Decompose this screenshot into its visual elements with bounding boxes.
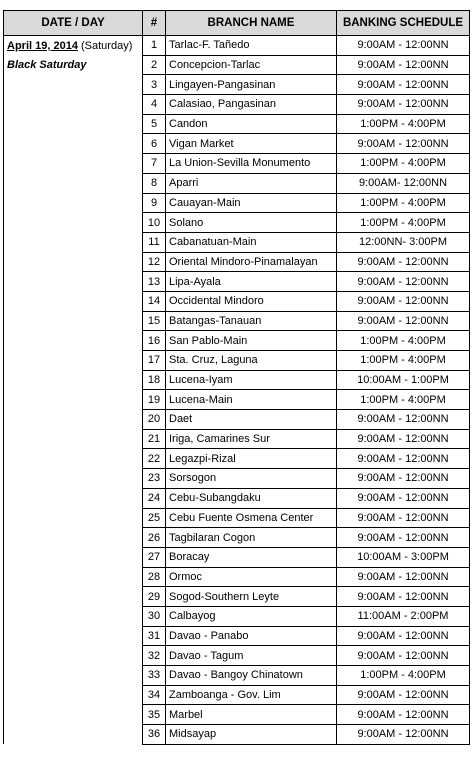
table-body xyxy=(4,36,470,745)
banking-schedule: 9:00AM - 12:00NN xyxy=(337,488,470,508)
row-number: 31 xyxy=(143,626,166,646)
banking-schedule: 1:00PM - 4:00PM xyxy=(337,213,470,233)
banking-schedule: 9:00AM - 12:00NN xyxy=(337,567,470,587)
branch-name: Sta. Cruz, Laguna xyxy=(166,351,337,371)
banking-schedule: 11:00AM - 2:00PM xyxy=(337,606,470,626)
header-number: # xyxy=(143,11,166,36)
branch-name: Aparri xyxy=(166,173,337,193)
branch-name: Lingayen-Pangasinan xyxy=(166,75,337,95)
row-number: 13 xyxy=(143,272,166,292)
banking-schedule: 12:00NN- 3:00PM xyxy=(337,232,470,252)
branch-name: Oriental Mindoro-Pinamalayan xyxy=(166,252,337,272)
schedule-sheet xyxy=(3,10,469,745)
row-number: 25 xyxy=(143,508,166,528)
branch-name: Cebu Fuente Osmena Center xyxy=(166,508,337,528)
row-number: 34 xyxy=(143,685,166,705)
row-number: 17 xyxy=(143,351,166,371)
row-number: 2 xyxy=(143,55,166,75)
banking-schedule: 10:00AM - 3:00PM xyxy=(337,547,470,567)
branch-name: Davao - Tagum xyxy=(166,646,337,666)
row-number: 10 xyxy=(143,213,166,233)
banking-schedule: 9:00AM - 12:00NN xyxy=(337,291,470,311)
branch-name: San Pablo-Main xyxy=(166,331,337,351)
branch-name: Legazpi-Rizal xyxy=(166,449,337,469)
row-number: 35 xyxy=(143,705,166,725)
row-number: 11 xyxy=(143,232,166,252)
banking-schedule: 1:00PM - 4:00PM xyxy=(337,331,470,351)
banking-schedule: 9:00AM - 12:00NN xyxy=(337,95,470,115)
row-number: 30 xyxy=(143,606,166,626)
branch-name: Davao - Bangoy Chinatown xyxy=(166,666,337,686)
header-row xyxy=(4,11,470,36)
branch-name: Occidental Mindoro xyxy=(166,291,337,311)
row-number: 32 xyxy=(143,646,166,666)
schedule-weekday: (Saturday) xyxy=(81,40,133,52)
banking-schedule: 9:00AM - 12:00NN xyxy=(337,252,470,272)
row-number: 3 xyxy=(143,75,166,95)
branch-name: Tagbilaran Cogon xyxy=(166,528,337,548)
banking-schedule: 1:00PM - 4:00PM xyxy=(337,154,470,174)
banking-schedule: 9:00AM - 12:00NN xyxy=(337,36,470,56)
row-number: 9 xyxy=(143,193,166,213)
branch-name: Zamboanga - Gov. Lim xyxy=(166,685,337,705)
banking-schedule: 9:00AM - 12:00NN xyxy=(337,705,470,725)
branch-name: La Union-Sevilla Monumento xyxy=(166,154,337,174)
table-header xyxy=(4,11,470,36)
banking-schedule: 9:00AM - 12:00NN xyxy=(337,410,470,430)
banking-schedule: 1:00PM - 4:00PM xyxy=(337,114,470,134)
holiday-name: Black Saturday xyxy=(7,59,87,71)
banking-schedule: 9:00AM - 12:00NN xyxy=(337,429,470,449)
banking-schedule: 9:00AM - 12:00NN xyxy=(337,272,470,292)
date-day-cell xyxy=(4,36,143,745)
branch-name: Tarlac-F. Tañedo xyxy=(166,36,337,56)
row-number: 26 xyxy=(143,528,166,548)
branch-name: Candon xyxy=(166,114,337,134)
branch-name: Calasiao, Pangasinan xyxy=(166,95,337,115)
branch-name: Calbayog xyxy=(166,606,337,626)
row-number: 6 xyxy=(143,134,166,154)
banking-schedule: 9:00AM - 12:00NN xyxy=(337,469,470,489)
row-number: 27 xyxy=(143,547,166,567)
branch-name: Batangas-Tanauan xyxy=(166,311,337,331)
header-date-day: DATE / DAY xyxy=(4,11,143,36)
row-number: 29 xyxy=(143,587,166,607)
row-number: 1 xyxy=(143,36,166,56)
row-number: 18 xyxy=(143,370,166,390)
banking-schedule: 1:00PM - 4:00PM xyxy=(337,351,470,371)
row-number: 7 xyxy=(143,154,166,174)
row-number: 5 xyxy=(143,114,166,134)
branch-name: Midsayap xyxy=(166,725,337,745)
branch-name: Cebu-Subangdaku xyxy=(166,488,337,508)
row-number: 15 xyxy=(143,311,166,331)
banking-schedule: 9:00AM - 12:00NN xyxy=(337,685,470,705)
branch-name: Sogod-Southern Leyte xyxy=(166,587,337,607)
banking-schedule: 9:00AM - 12:00NN xyxy=(337,528,470,548)
branch-name: Daet xyxy=(166,410,337,430)
row-number: 21 xyxy=(143,429,166,449)
row-number: 22 xyxy=(143,449,166,469)
banking-schedule: 9:00AM - 12:00NN xyxy=(337,646,470,666)
row-number: 23 xyxy=(143,469,166,489)
banking-schedule: 1:00PM - 4:00PM xyxy=(337,390,470,410)
branch-name: Lucena-Main xyxy=(166,390,337,410)
banking-schedule: 10:00AM - 1:00PM xyxy=(337,370,470,390)
branch-name: Marbel xyxy=(166,705,337,725)
banking-schedule: 9:00AM - 12:00NN xyxy=(337,508,470,528)
branch-name: Iriga, Camarines Sur xyxy=(166,429,337,449)
branch-name: Ormoc xyxy=(166,567,337,587)
row-number: 33 xyxy=(143,666,166,686)
banking-schedule: 9:00AM - 12:00NN xyxy=(337,587,470,607)
branch-name: Lipa-Ayala xyxy=(166,272,337,292)
branch-name: Boracay xyxy=(166,547,337,567)
branch-name: Cauayan-Main xyxy=(166,193,337,213)
row-number: 14 xyxy=(143,291,166,311)
branch-name: Lucena-Iyam xyxy=(166,370,337,390)
header-banking-schedule: BANKING SCHEDULE xyxy=(337,11,470,36)
row-number: 16 xyxy=(143,331,166,351)
row-number: 20 xyxy=(143,410,166,430)
branch-name: Solano xyxy=(166,213,337,233)
branch-name: Concepcion-Tarlac xyxy=(166,55,337,75)
row-number: 24 xyxy=(143,488,166,508)
branch-name: Vigan Market xyxy=(166,134,337,154)
branch-name: Cabanatuan-Main xyxy=(166,232,337,252)
schedule-date: April 19, 2014 xyxy=(7,40,78,52)
branch-name: Davao - Panabo xyxy=(166,626,337,646)
banking-schedule: 9:00AM - 12:00NN xyxy=(337,725,470,745)
banking-schedule: 9:00AM - 12:00NN xyxy=(337,311,470,331)
row-number: 8 xyxy=(143,173,166,193)
row-number: 12 xyxy=(143,252,166,272)
row-number: 19 xyxy=(143,390,166,410)
row-number: 36 xyxy=(143,725,166,745)
banking-schedule: 9:00AM- 12:00NN xyxy=(337,173,470,193)
banking-schedule: 9:00AM - 12:00NN xyxy=(337,626,470,646)
row-number: 4 xyxy=(143,95,166,115)
banking-schedule: 9:00AM - 12:00NN xyxy=(337,75,470,95)
banking-schedule: 9:00AM - 12:00NN xyxy=(337,55,470,75)
table-row xyxy=(4,36,470,56)
header-branch-name: BRANCH NAME xyxy=(166,11,337,36)
row-number: 28 xyxy=(143,567,166,587)
banking-schedule: 1:00PM - 4:00PM xyxy=(337,666,470,686)
banking-schedule-table xyxy=(3,10,470,745)
banking-schedule: 9:00AM - 12:00NN xyxy=(337,449,470,469)
branch-name: Sorsogon xyxy=(166,469,337,489)
banking-schedule: 1:00PM - 4:00PM xyxy=(337,193,470,213)
banking-schedule: 9:00AM - 12:00NN xyxy=(337,134,470,154)
